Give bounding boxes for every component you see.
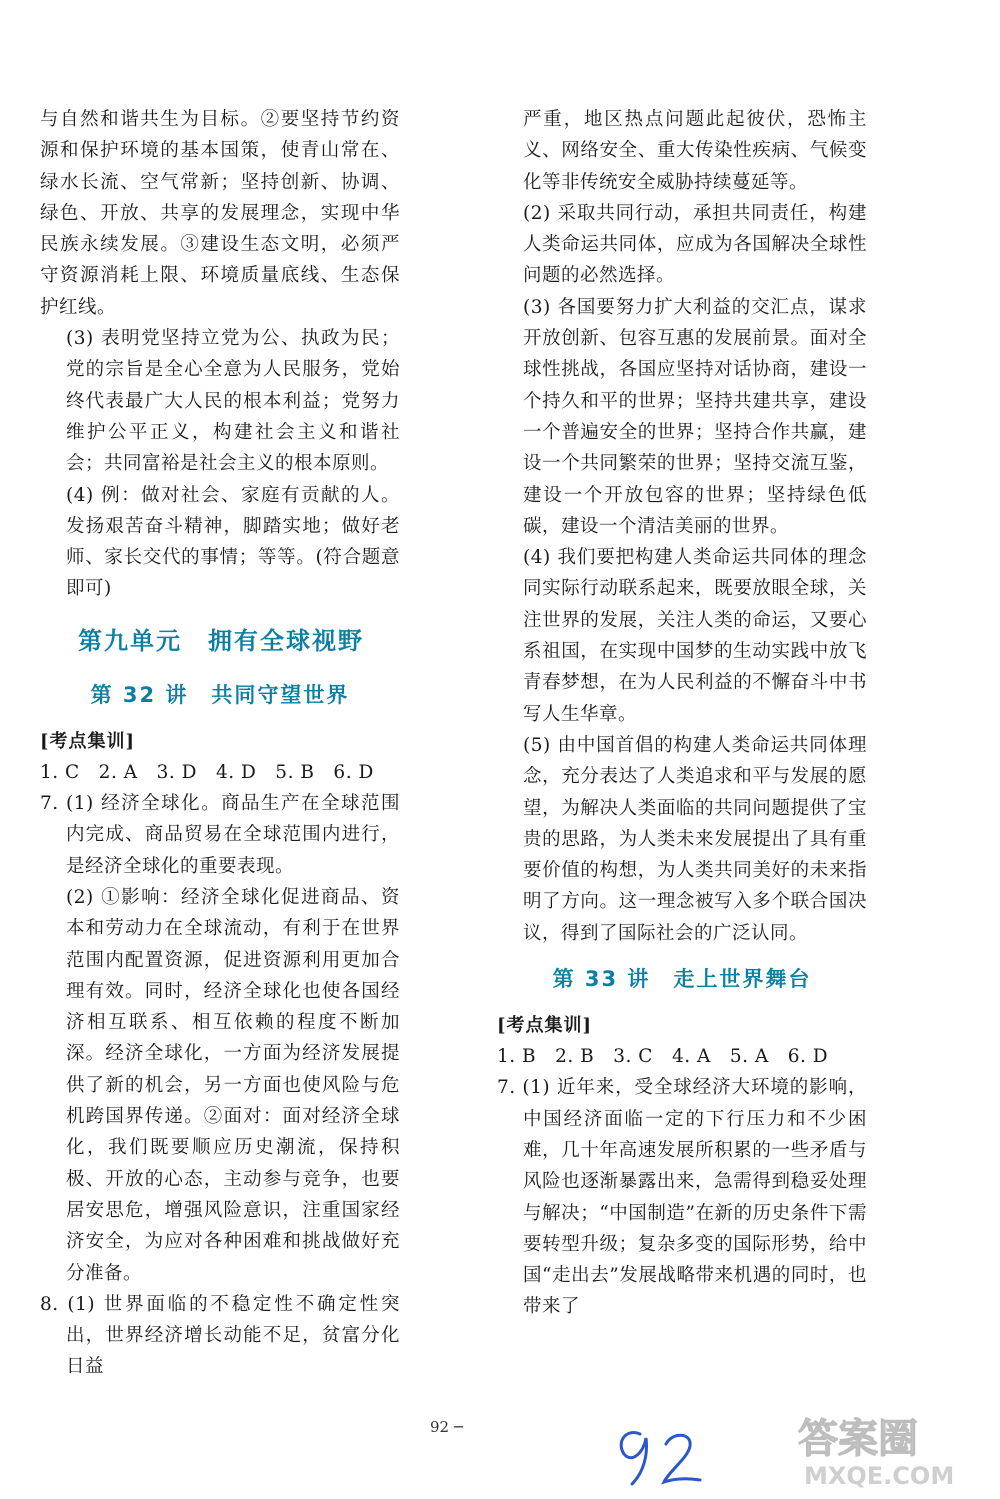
lecture-title: 第 33 讲 走上世界舞台 (552, 967, 812, 992)
paragraph: (3) 表明党坚持立党为公、执政为民；党的宗旨是全心全意为人民服务，党始终代表最广大人民的根本利益；党努力维护公平正义，构建社会主义和谐社会；共同富裕是社会主义的根本原则。 (66, 328, 400, 475)
watermark-url: MXQE.COM (804, 1462, 955, 1490)
question-7-part-1: 7. (1) 经济全球化。商品生产在全球范围内完成、商品贸易在全球范围内进行，是经济全球化的重要表现。 (40, 793, 400, 877)
page-number-text: 92 (430, 1418, 450, 1436)
paragraph: 与自然和谐共生为目标。②要坚持节约资源和保护环境的基本国策，使青山常在、绿水长流、空气常新；坚持创新、协调、绿色、开放、共享的发展理念，实现中华民族永续发展。③建设生态文明，必须严守资源消耗上限、环境质量底线、生态保护红线。 (40, 109, 400, 318)
paragraph: (4) 例：做对社会、家庭有贡献的人。发扬艰苦奋斗精神，脚踏实地；做好老师、家长交代的事情；等等。(符合题意即可) (66, 484, 400, 600)
unit-title: 第九单元 拥有全球视野 (78, 626, 364, 655)
page-number: 92 ─ (430, 1418, 463, 1436)
question-7-part-1: 7. (1) 近年来，受全球经济大环境的影响，中国经济面临一定的下行压力和不少困难，几十年高速发展所积累的一些矛盾与风险也逐渐暴露出来，急需得到稳妥处理与解决；“中国制造”在新的历史条件下需要转型升级；复杂多变的国际形势，给中国“走出去”发展战略带来机遇的同时，也带来了 (497, 1077, 867, 1318)
question-8-part-1: 8. (1) 世界面临的不稳定性不确定性突出，世界经济增长动能不足，贫富分化日益 (40, 1293, 400, 1378)
right-column (497, 104, 867, 1323)
paragraph: (3) 各国要努力扩大利益的交汇点，谋求开放创新、包容互惠的发展前景。面对全球性挑战，各国应坚持对话协商，建设一个持久和平的世界；坚持共建共享，建设一个普遍安全的世界；坚持合作共赢，建设一个共同繁荣的世界；坚持交流互鉴，建设一个开放包容的世界；坚持绿色低碳，建设一个清洁美丽的世界。 (523, 296, 867, 537)
answer-line: 1. B 2. B 3. C 4. A 5. A 6. D (497, 1046, 829, 1068)
section-label: [考点集训] (40, 730, 136, 752)
watermark-logo (790, 1408, 985, 1490)
paragraph: (2) 采取共同行动，承担共同责任，构建人类命运共同体，应成为各国解决全球性问题的必然选择。 (523, 202, 867, 287)
paragraph: (4) 我们要把构建人类命运共同体的理念同实际行动联系起来，既要放眼全球，关注世界的发展，关注人类的命运，又要心系祖国，在实现中国梦的生动实践中放飞青春梦想，在为人民利益的不懈奋斗中书写人生华章。 (523, 547, 867, 725)
paragraph: (5) 由中国首倡的构建人类命运共同体理念，充分表达了人类追求和平与发展的愿望，为解决人类面临的共同问题提供了宝贵的思路，为人类未来发展提出了具有重要价值的构想，为人类共同美好的未来指明了方向。这一理念被写入多个联合国决议，得到了国际社会的广泛认同。 (523, 734, 867, 944)
section-label: [考点集训] (497, 1015, 593, 1037)
lecture-title: 第 32 讲 共同守望世界 (90, 682, 350, 707)
watermark-text: 答案圈 (798, 1416, 918, 1462)
answer-line: 1. C 2. A 3. D 4. D 5. B 6. D (40, 761, 374, 783)
handwritten-page-number (610, 1420, 720, 1490)
question-7-part-2: (2) ①影响：经济全球化促进商品、资本和劳动力在全球流动，有利于在世界范围内配置资源，促进资源利用更加合理有效。同时，经济全球化也使各国经济相互联系、相互依赖的程度不断加深。经济全球化，一方面为经济发展提供了新的机会，另一方面也使风险与危机跨国界传递。②面对：面对经济全球化，我们既要顺应历史潮流，保持积极、开放的心态，主动参与竞争，也要居安思危，增强风险意识，注重国家经济安全，为应对各种困难和挑战做好充分准备。 (66, 886, 400, 1284)
paragraph: 严重，地区热点问题此起彼伏，恐怖主义、网络安全、重大传染性疾病、气候变化等非传统安全威胁持续蔓延等。 (523, 109, 867, 193)
left-column (40, 104, 400, 1383)
